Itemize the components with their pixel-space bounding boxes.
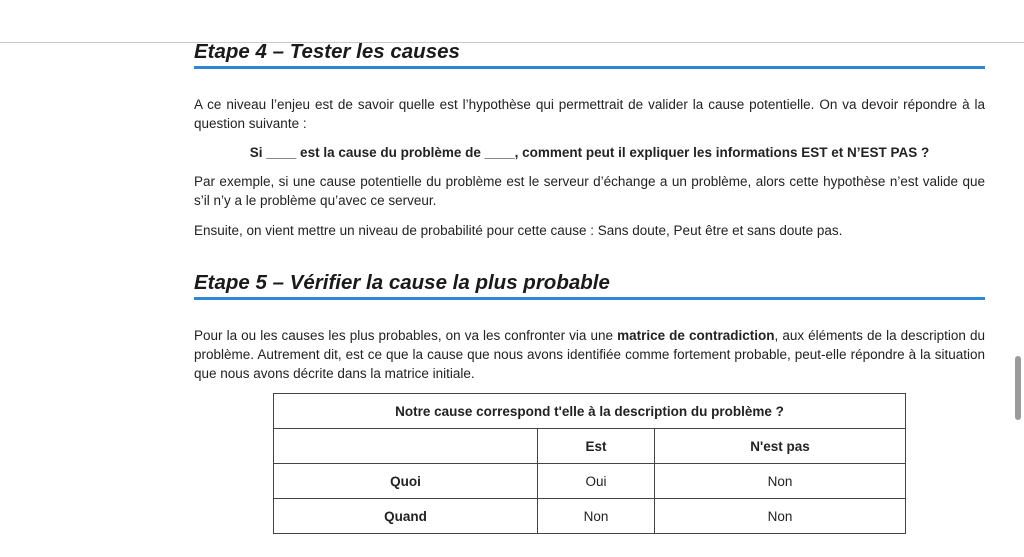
- scrollbar-thumb[interactable]: [1015, 356, 1021, 420]
- step5-intro-end: , aux éléments de la description du problème. Autrement dit, est ce que la cause que nous avons identifiée comme fortement probable, peut-elle répondre à la situation que nous avons décrite dans la matrice initiale.: [194, 328, 986, 381]
- table-caption: Notre cause correspond t'elle à la description du problème ?: [274, 394, 906, 429]
- table-row: [274, 499, 906, 534]
- step4-question: Si ____ est la cause du problème de ____, comment peut il expliquer les informations EST et N’EST PAS ?: [249, 145, 930, 160]
- heading-step-5: Etape 5 – Vérifier la cause la plus probable: [194, 270, 985, 300]
- header-blank-cell: [274, 429, 538, 464]
- table-header-row: [274, 429, 906, 464]
- contradiction-matrix-table: [273, 393, 906, 534]
- step4-probability-paragraph: Ensuite, on vient mettre un niveau de probabilité pour cette cause : Sans doute, Peut être et sans doute pas.: [194, 223, 843, 238]
- cell-quoi-nest-pas: Non: [655, 464, 906, 499]
- cell-quoi-est: Oui: [538, 464, 655, 499]
- column-header-nest-pas: N'est pas: [655, 429, 906, 464]
- contradiction-matrix-term: matrice de contradiction: [617, 328, 775, 343]
- document-view: [0, 40, 1010, 524]
- table-row: [274, 464, 906, 499]
- cell-quand-est: Non: [538, 499, 655, 534]
- row-label-quoi: Quoi: [274, 464, 538, 499]
- heading-step-4: Etape 4 – Tester les causes: [194, 39, 985, 69]
- article-content: [194, 39, 985, 534]
- cell-quand-nest-pas: Non: [655, 499, 906, 534]
- step5-intro-start: Pour la ou les causes les plus probables, on va les confronter via une: [194, 328, 618, 343]
- table-caption-row: [274, 394, 906, 429]
- row-label-quand: Quand: [274, 499, 538, 534]
- step4-intro-paragraph: A ce niveau l’enjeu est de savoir quelle est l’hypothèse qui permettrait de valider la cause potentielle. On va devoir répondre à la question suivante :: [194, 97, 985, 131]
- vertical-scrollbar[interactable]: [1010, 43, 1024, 557]
- step5-intro-paragraph: [194, 326, 985, 383]
- step4-example-paragraph: Par exemple, si une cause potentielle du problème est le serveur d’échange a un problème, alors cette hypothèse n’est valide que s’il n’y a le problème qu’avec ce serveur.: [194, 174, 985, 208]
- column-header-est: Est: [538, 429, 655, 464]
